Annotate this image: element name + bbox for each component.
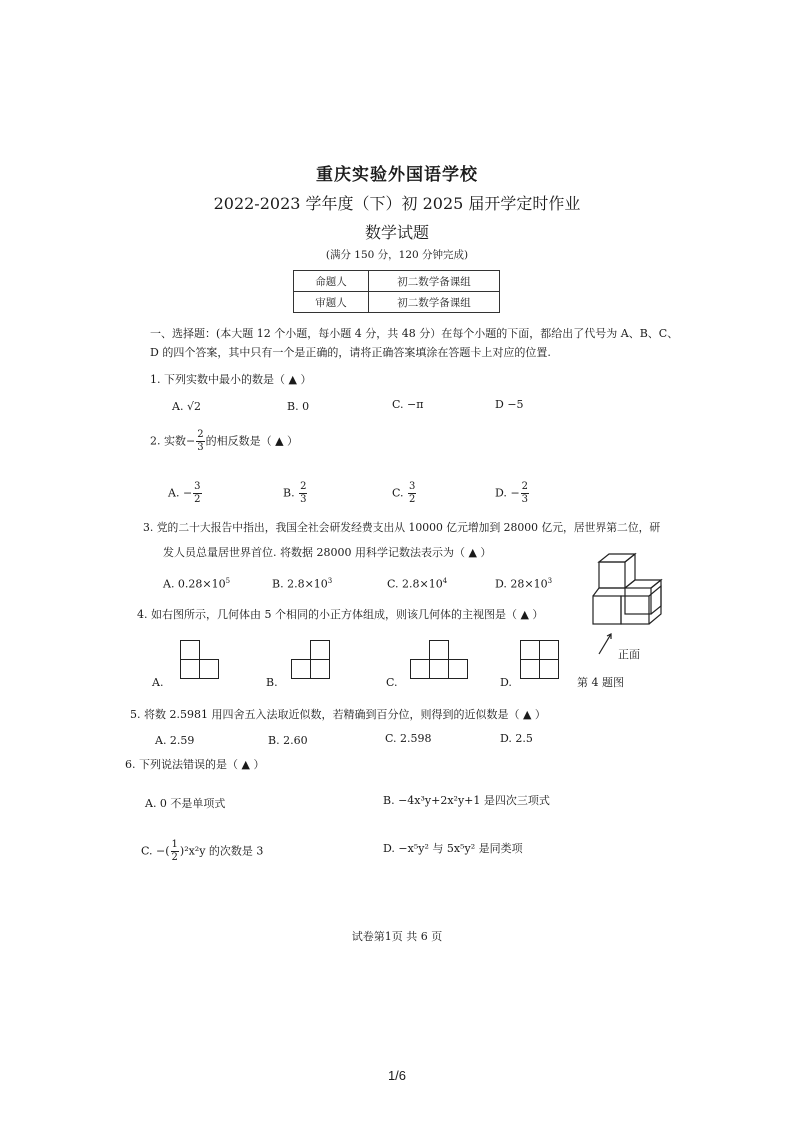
fraction	[521, 482, 529, 505]
table-cell: 初二数学备课组	[369, 292, 500, 313]
denominator: 2	[171, 852, 178, 863]
fraction	[171, 840, 179, 863]
q5-option-b: B. 2.60	[268, 734, 308, 747]
view-square	[180, 640, 200, 660]
q5-stem: 5. 将数 2.5981 用四舍五入法取近似数，若精确到百分位，则得到的近似数是（ ▲ ）	[130, 708, 546, 721]
view-square	[429, 659, 449, 679]
stem-text: 2. 实数	[150, 434, 186, 448]
numerator: 3	[194, 481, 201, 492]
term-title: 2022-2023 学年度（下）初 2025 届开学定时作业	[213, 194, 581, 213]
subject-title: 数学试题	[364, 223, 429, 242]
view-square	[310, 659, 330, 679]
view-square	[310, 640, 330, 660]
option-text: D. 28×10	[495, 577, 548, 591]
view-square	[520, 659, 540, 679]
option-text: A. 0.28×10	[163, 577, 226, 591]
q4-option-c-label: C.	[386, 676, 398, 689]
cube-face	[625, 588, 651, 614]
table-cell: 命题人	[294, 271, 369, 292]
cube-face	[593, 588, 625, 596]
front-label: 正面	[618, 648, 640, 661]
info-table	[293, 270, 500, 313]
table-row	[294, 271, 500, 292]
q1-option-d: D −5	[495, 398, 524, 411]
arrow-icon	[599, 634, 611, 654]
q3-option-a	[163, 577, 230, 591]
view-square	[539, 640, 559, 660]
stem-text: 的相反数是（ ▲ ）	[205, 434, 299, 448]
denominator: 3	[521, 494, 529, 505]
q3-option-c	[387, 577, 447, 591]
q3-option-b	[272, 577, 332, 591]
cube-face	[593, 596, 621, 624]
numerator: 2	[300, 481, 307, 492]
q2-option-b	[283, 482, 308, 505]
table-row	[294, 292, 500, 313]
exponent: 4	[442, 577, 448, 585]
fraction	[408, 482, 416, 505]
numerator: 2	[197, 429, 204, 440]
option-text: )²x²y 的次数是 3	[179, 844, 264, 858]
view-square	[199, 659, 219, 679]
q2-stem	[150, 430, 298, 453]
option-letter: A.	[168, 486, 180, 500]
option-letter: D.	[495, 486, 507, 500]
q6-stem: 6. 下列说法错误的是（ ▲ ）	[125, 758, 265, 771]
table-cell: 审题人	[294, 292, 369, 313]
q2-option-d	[495, 482, 530, 505]
q2-option-a	[168, 482, 203, 505]
q2-option-c	[392, 482, 417, 505]
denominator: 3	[300, 494, 307, 505]
view-square	[539, 659, 559, 679]
section-heading-line2: D 的四个答案，其中只有一个是正确的，请将正确答案填涂在答题卡上对应的位置.	[150, 346, 551, 359]
page-counter: 1/6	[387, 1068, 407, 1083]
numerator: 2	[521, 481, 529, 492]
minus-sign: −	[510, 486, 520, 500]
cube-face	[625, 554, 635, 588]
denominator: 2	[194, 494, 201, 505]
school-title: 重庆实验外国语学校	[316, 165, 478, 185]
q1-option-a	[172, 400, 201, 413]
option-letter: C.	[392, 486, 404, 500]
q6-option-d: D. −x⁵y² 与 5x⁵y² 是同类项	[383, 842, 523, 855]
q5-option-c: C. 2.598	[385, 732, 432, 745]
q1-option-b: B. 0	[287, 400, 310, 413]
q3-option-d	[495, 577, 552, 591]
q3-stem-line1: 3. 党的二十大报告中指出，我国全社会研发经费支出从 10000 亿元增加到 28000 亿元，居世界第二位，研	[143, 521, 661, 534]
q6-option-b: B. −4x³y+2x²y+1 是四次三项式	[383, 794, 550, 807]
q5-option-d: D. 2.5	[500, 732, 533, 745]
view-square	[180, 659, 200, 679]
fraction	[193, 482, 201, 505]
q3-stem-line2: 发人员总量居世界首位. 将数据 28000 用科学记数法表示为（ ▲ ）	[163, 546, 492, 559]
q4-option-a-label: A.	[152, 676, 164, 689]
q4-option-b-label: B.	[266, 676, 278, 689]
option-text: B. 2.8×10	[272, 577, 328, 591]
fraction	[196, 430, 204, 453]
view-square	[291, 659, 311, 679]
minus-sign: −	[182, 486, 193, 500]
denominator: 2	[409, 494, 416, 505]
numerator: 1	[171, 839, 178, 850]
view-square	[520, 640, 540, 660]
option-text: C. 2.8×10	[387, 577, 443, 591]
q1-option-c: C. −π	[392, 398, 424, 411]
cube-face	[599, 562, 625, 588]
section-heading-line1: 一、选择题：(本大题 12 个小题，每小题 4 分，共 48 分）在每个小题的下面，都给出了代号为 A、B、C、	[150, 327, 679, 340]
denominator: 3	[197, 442, 204, 453]
page-footer: 试卷第1页 共 6 页	[351, 930, 443, 943]
q4-option-d-label: D.	[500, 676, 512, 689]
exponent: 5	[225, 577, 231, 585]
table-cell: 初二数学备课组	[369, 271, 500, 292]
exam-meta: (满分 150 分，120 分钟完成)	[325, 249, 469, 261]
view-square	[448, 659, 468, 679]
q5-option-a: A. 2.59	[155, 734, 195, 747]
figure-caption: 第 4 题图	[577, 676, 624, 689]
numerator: 3	[409, 481, 416, 492]
view-square	[429, 640, 449, 660]
q6-option-c	[141, 840, 263, 863]
q6-option-a: A. 0 不是单项式	[145, 797, 226, 810]
option-text: C. −(	[141, 844, 170, 858]
option-letter: B.	[283, 486, 295, 500]
option-letter: A.	[172, 400, 184, 413]
fraction	[299, 482, 307, 505]
q4-stem: 4. 如右图所示，几何体由 5 个相同的小正方体组成，则该几何体的主视图是（ ▲ ）	[137, 608, 544, 621]
minus-sign: −	[186, 434, 196, 448]
sqrt-value: √2	[186, 400, 201, 413]
exponent: 3	[547, 577, 553, 585]
cube-face	[651, 580, 661, 614]
view-square	[410, 659, 430, 679]
exponent: 3	[327, 577, 333, 585]
q1-stem: 1. 下列实数中最小的数是（ ▲ ）	[150, 373, 312, 386]
